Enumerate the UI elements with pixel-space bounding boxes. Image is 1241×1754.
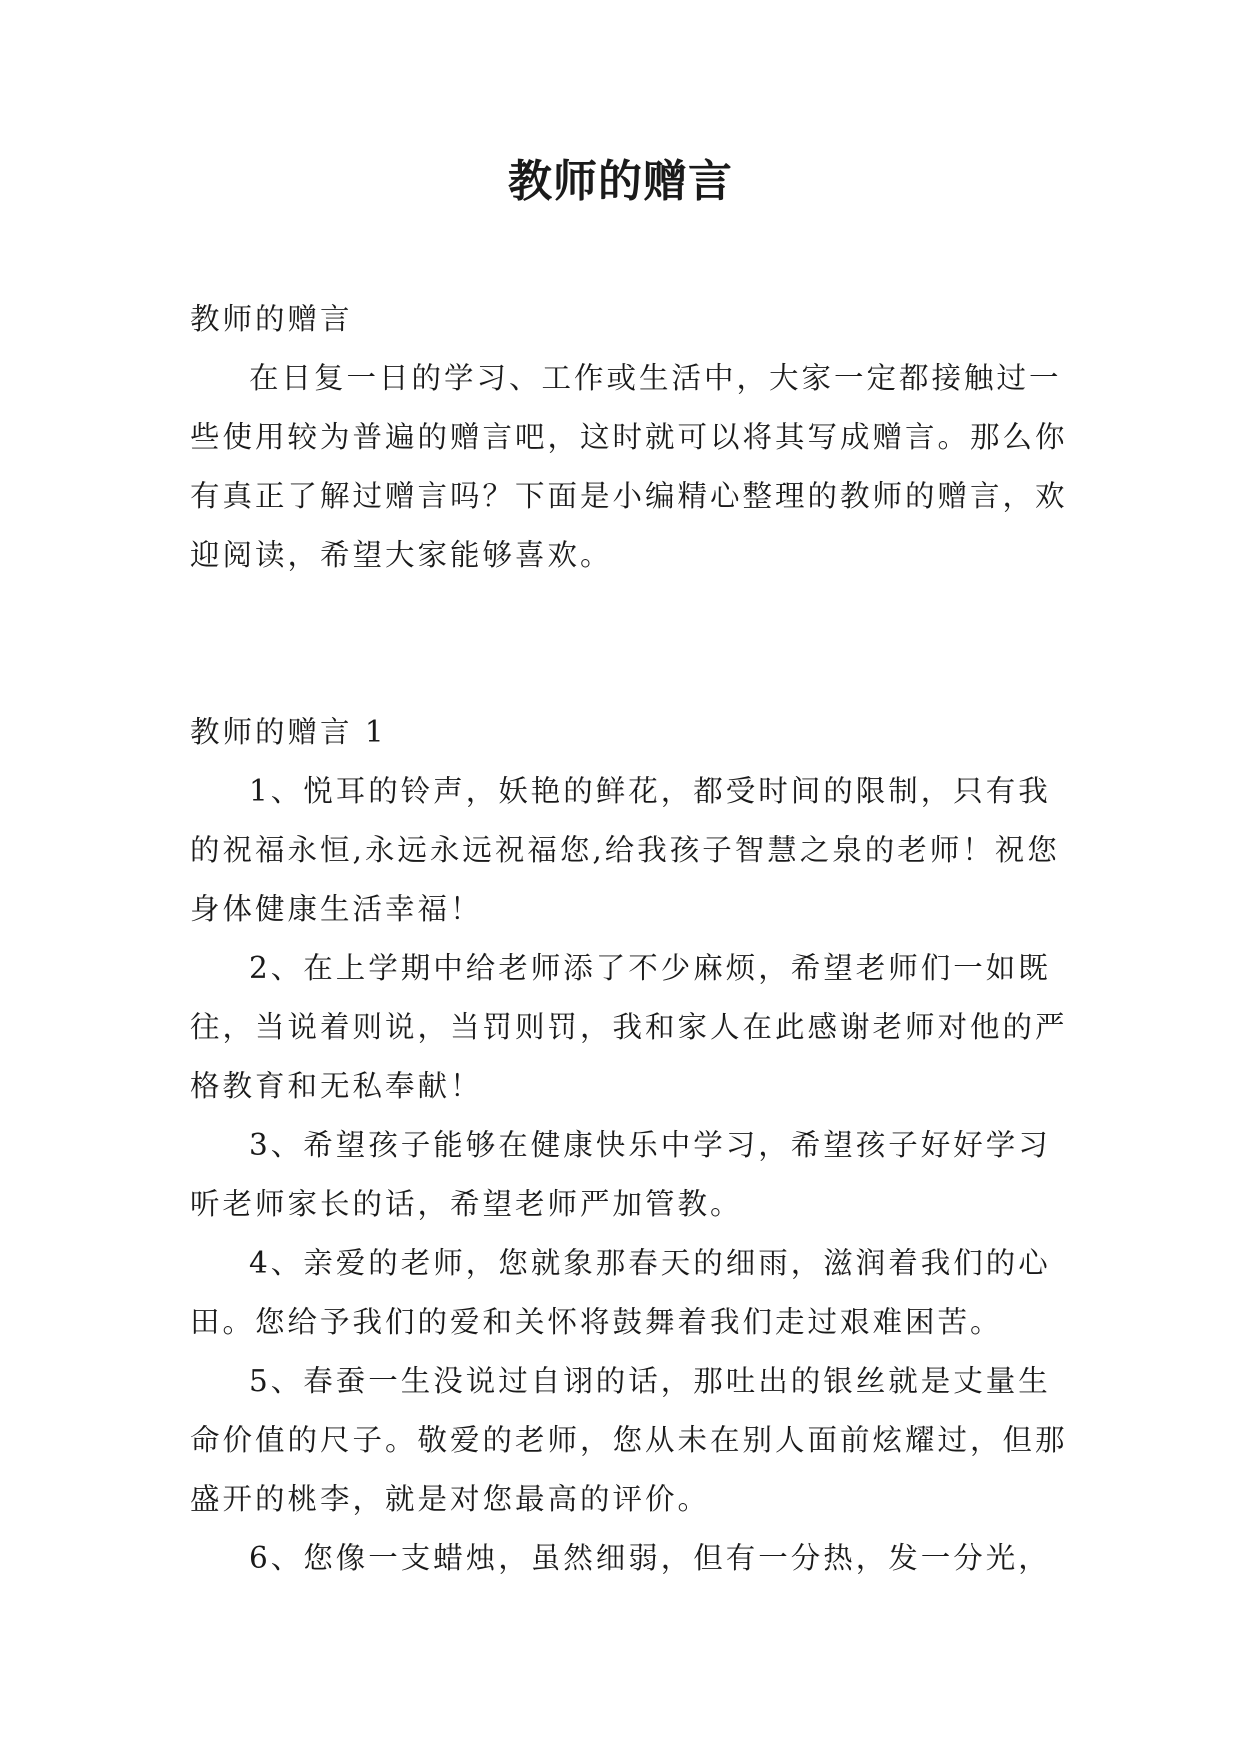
intro-paragraph: 在日复一日的学习、工作或生活中，大家一定都接触过一些使用较为普遍的赠言吧，这时就可以将其写成赠言。那么你有真正了解过赠言吗？下面是小编精心整理的教师的赠言，欢迎阅读，希望大家能够喜欢。 xyxy=(190,361,1068,572)
list-item: 2、在上学期中给老师添了不少麻烦，希望老师们一如既往，当说着则说，当罚则罚，我和家人在此感谢老师对他的严格教育和无私奉献！ xyxy=(190,951,1068,1103)
list-item: 4、亲爱的老师，您就象那春天的细雨，滋润着我们的心田。您给予我们的爱和关怀将鼓舞着我们走过艰难困苦。 xyxy=(190,1246,1051,1339)
document-body xyxy=(190,290,1070,1588)
list-item: 6、您像一支蜡烛，虽然细弱，但有一分热，发一分光， xyxy=(249,1541,1051,1575)
list-item: 1、悦耳的铃声，妖艳的鲜花，都受时间的限制，只有我的祝福永恒,永远永远祝福您,给我孩子智慧之泉的老师！祝您身体健康生活幸福！ xyxy=(190,774,1060,926)
subtitle: 教师的赠言 xyxy=(190,302,353,336)
section-spacer xyxy=(190,585,1070,703)
document-title: 教师的赠言 xyxy=(508,156,733,207)
list-item: 5、春蚕一生没说过自诩的话，那吐出的银丝就是丈量生命价值的尺子。敬爱的老师，您从未在别人面前炫耀过，但那盛开的桃李，就是对您最高的评价。 xyxy=(190,1364,1068,1516)
list-item: 3、希望孩子能够在健康快乐中学习，希望孩子好好学习听老师家长的话，希望老师严加管教。 xyxy=(190,1128,1051,1221)
section-heading: 教师的赠言 1 xyxy=(190,715,387,749)
